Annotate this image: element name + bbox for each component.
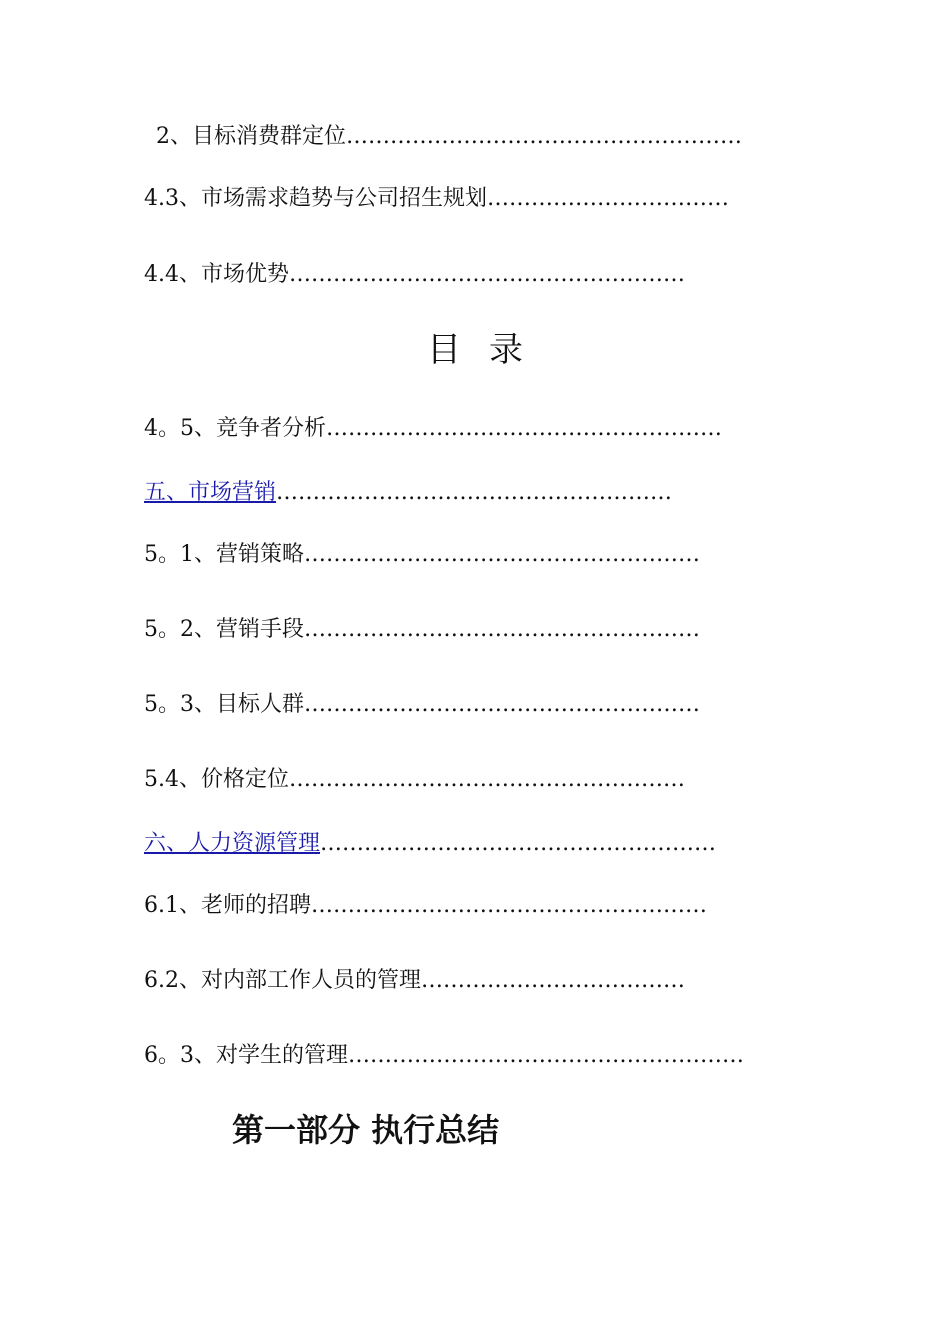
toc-entry (144, 893, 707, 919)
toc-entry (144, 186, 729, 212)
toc-entry-dots: ……………………………………………… (346, 124, 742, 149)
toc-entry-dots: ……………………………… (421, 968, 685, 993)
toc-entry-link[interactable] (144, 831, 716, 857)
toc-entry-dots: ……………………………………………… (348, 1043, 744, 1068)
toc-entry (156, 124, 742, 150)
toc-entry (144, 542, 700, 568)
toc-entry-label: 4。5、竞争者分析 (144, 416, 326, 441)
toc-link-hr-management[interactable]: 六、人力资源管理 (144, 831, 321, 856)
toc-entry-label: 5.4、价格定位 (144, 767, 289, 792)
toc-entry-label: 6.2、对内部工作人员的管理 (144, 968, 421, 993)
toc-entry (144, 968, 685, 994)
toc-entry (144, 1043, 744, 1069)
toc-entry-dots: ……………………………………………… (289, 767, 685, 792)
toc-entry-label: 6.1、老师的招聘 (144, 893, 311, 918)
toc-entry-dots: ……………………………………………… (311, 893, 707, 918)
toc-entry (144, 767, 685, 793)
toc-entry (144, 416, 722, 442)
toc-entry-dots: ……………………………………………… (276, 480, 673, 505)
toc-entry (144, 692, 700, 718)
toc-entry-dots: ……………………………………………… (289, 262, 685, 287)
toc-entry-label: 5。3、目标人群 (144, 692, 304, 717)
toc-entry (144, 617, 700, 643)
toc-title: 目录 (427, 330, 551, 370)
toc-entry-dots: …………………………… (487, 186, 729, 211)
toc-entry-dots: ……………………………………………… (304, 542, 700, 567)
toc-entry-dots: ……………………………………………… (320, 831, 717, 856)
toc-entry-label: 2、目标消费群定位 (156, 124, 346, 149)
toc-entry-label: 4.3、市场需求趋势与公司招生规划 (144, 186, 487, 211)
toc-entry-dots: ……………………………………………… (304, 692, 700, 717)
toc-entry-label: 6。3、对学生的管理 (144, 1043, 348, 1068)
toc-entry-label: 4.4、市场优势 (144, 262, 289, 287)
toc-entry-link[interactable] (144, 480, 672, 506)
section-heading: 第一部分 执行总结 (232, 1111, 500, 1149)
toc-entry-label: 5。1、营销策略 (144, 542, 304, 567)
toc-entry (144, 262, 685, 288)
toc-entry-label: 5。2、营销手段 (144, 617, 304, 642)
toc-entry-dots: ……………………………………………… (326, 416, 722, 441)
toc-link-marketing[interactable]: 五、市场营销 (144, 480, 277, 505)
toc-entry-dots: ……………………………………………… (304, 617, 700, 642)
